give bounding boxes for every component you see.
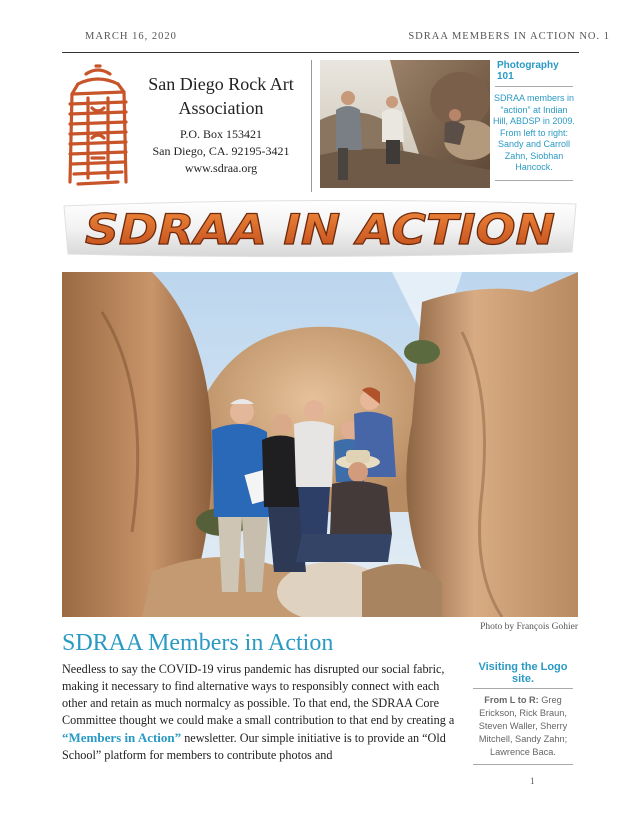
sdraa-in-action-banner xyxy=(60,196,580,260)
organization-block xyxy=(132,72,310,177)
org-website[interactable]: www.sdraa.org xyxy=(184,161,258,175)
caption-lead: From L to R: xyxy=(484,695,539,705)
photography-101-photo xyxy=(320,60,490,188)
photo-credit: Photo by François Gohier xyxy=(480,622,578,632)
sidebar-title: Photography 101 xyxy=(497,60,559,82)
article-body xyxy=(62,661,462,764)
members-group-photo xyxy=(62,272,578,617)
org-city: San Diego, CA. 92195-3421 xyxy=(152,144,290,158)
issue-title: SDRAA MEMBERS IN ACTION NO. 1 xyxy=(408,31,610,42)
logo-site-caption xyxy=(467,694,579,759)
issue-date: MARCH 16, 2020 xyxy=(85,31,177,42)
header-rule xyxy=(62,52,579,53)
sidebar-rule-bottom xyxy=(495,180,573,181)
banner-text: SDRAA IN ACTION xyxy=(85,205,555,254)
article-headline: SDRAA Members in Action xyxy=(62,630,334,656)
vertical-divider xyxy=(311,60,312,192)
running-header xyxy=(85,31,610,51)
sdraa-logo-icon xyxy=(66,62,130,190)
caption-names: Greg Erickson, Rick Braun, Steven Waller, Sherry Mitchell, Sandy Zahn; Lawrence Baca. xyxy=(478,695,568,757)
article-text-part2: newsletter. Our simple initiative is to provide an “Old School” platform for members to contribute photos and xyxy=(62,731,446,762)
sidebar-caption: SDRAA members in “action” at Indian Hill, ABDSP in 2009. From left to right: Sandy and Carroll Zahn, Siobhan Hancock. xyxy=(493,93,575,172)
logo-site-rule xyxy=(473,688,573,689)
org-name-line1: San Diego Rock Art xyxy=(148,74,294,94)
org-po-box: P.O. Box 153421 xyxy=(179,127,262,141)
logo-site-rule-bottom xyxy=(473,764,573,765)
page-number: 1 xyxy=(530,776,535,786)
article-text-part1: Needless to say the COVID-19 virus pandemic has disrupted our social fabric, making it necessary to find alternative ways to responsibly connect with each other and retain as much normalcy as possible. To that end, the SDRAA Core Committee thought we could make a small contribution to that end by creating a xyxy=(62,662,455,727)
logo-site-title: Visiting the Logo site. xyxy=(478,661,568,685)
logo-site-sidebar xyxy=(467,661,579,765)
sidebar-rule xyxy=(495,86,573,87)
article-highlight: “Members in Action” xyxy=(62,730,182,745)
photography-101-sidebar xyxy=(493,60,575,181)
org-name-line2: Association xyxy=(178,98,264,118)
